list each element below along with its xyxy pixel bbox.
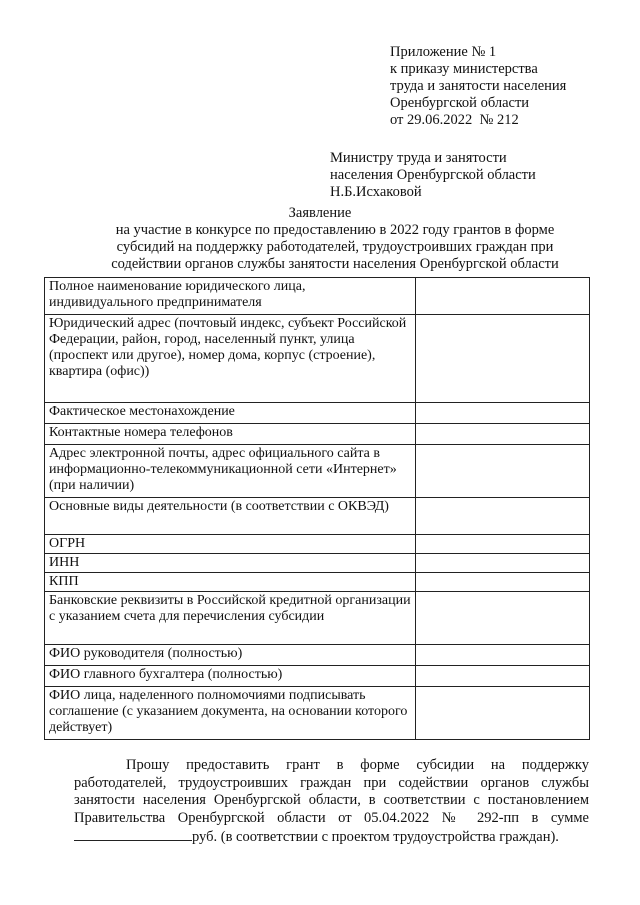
field-label: Адрес электронной почты, адрес официального сайта в информационно-телекоммуникационной сети «Интернет» (при наличии) xyxy=(45,445,416,498)
request-text: Прошу предоставить грант в форме субсидии на поддержку работодателей, трудоустроивших граждан при содействии органов службы занятости населения Оренбургской области, в соответствии с постановлением Правительства Оренбургской области от 05.04.2022 № 292-пп в сумме xyxy=(74,757,589,826)
subtitle-line: субсидий на поддержку работодателей, трудоустроивших граждан при xyxy=(116,239,554,255)
table-row xyxy=(45,403,590,424)
field-label: Полное наименование юридического лица, индивидуального предпринимателя xyxy=(45,278,416,315)
table-row xyxy=(45,498,590,535)
annex-line: Приложение № 1 xyxy=(390,44,497,60)
field-label: Юридический адрес (почтовый индекс, субъект Российской Федерации, район, город, населенный пункт, улица (проспект или другое), номер дома, корпус (строение), квартира (офис)) xyxy=(45,315,416,403)
field-value[interactable] xyxy=(416,535,590,554)
field-value[interactable] xyxy=(416,592,590,645)
annex-line: Оренбургской области xyxy=(390,95,530,111)
field-label: ОГРН xyxy=(45,535,416,554)
field-label: ФИО руководителя (полностью) xyxy=(45,645,416,666)
field-value[interactable] xyxy=(416,554,590,573)
table-row xyxy=(45,687,590,740)
field-label: Контактные номера телефонов xyxy=(45,424,416,445)
table-row xyxy=(45,592,590,645)
table-row xyxy=(45,573,590,592)
table-row xyxy=(45,666,590,687)
application-form-table xyxy=(44,277,590,740)
field-value[interactable] xyxy=(416,573,590,592)
table-row xyxy=(45,445,590,498)
addressee-line: населения Оренбургской области xyxy=(330,167,536,183)
field-value[interactable] xyxy=(416,278,590,315)
field-value[interactable] xyxy=(416,498,590,535)
request-tail: руб. (в соответствии с проектом трудоустройства граждан). xyxy=(192,829,559,845)
annex-header xyxy=(390,44,566,129)
amount-blank-field[interactable] xyxy=(74,827,192,841)
field-value[interactable] xyxy=(416,315,590,403)
field-value[interactable] xyxy=(416,403,590,424)
annex-line: к приказу министерства xyxy=(390,61,538,77)
field-value[interactable] xyxy=(416,687,590,740)
field-value[interactable] xyxy=(416,666,590,687)
subtitle-line: содействии органов службы занятости населения Оренбургской области xyxy=(111,256,559,272)
field-label: ФИО лица, наделенного полномочиями подписывать соглашение (с указанием документа, на основании которого действует) xyxy=(45,687,416,740)
table-row xyxy=(45,315,590,403)
field-value[interactable] xyxy=(416,445,590,498)
addressee-line: Министру труда и занятости xyxy=(330,150,507,166)
request-paragraph xyxy=(74,757,589,847)
field-label: Основные виды деятельности (в соответствии с ОКВЭД) xyxy=(45,498,416,535)
field-value[interactable] xyxy=(416,424,590,445)
field-label: Фактическое местонахождение xyxy=(45,403,416,424)
field-value[interactable] xyxy=(416,645,590,666)
table-row xyxy=(45,535,590,554)
field-label: ФИО главного бухгалтера (полностью) xyxy=(45,666,416,687)
addressee-line: Н.Б.Исхаковой xyxy=(330,184,422,200)
annex-line: от 29.06.2022 № 212 xyxy=(390,112,519,128)
addressee xyxy=(330,150,536,201)
field-label: КПП xyxy=(45,573,416,592)
document-subtitle xyxy=(60,222,610,273)
table-row xyxy=(45,278,590,315)
document-title: Заявление xyxy=(288,205,352,221)
table-row xyxy=(45,424,590,445)
annex-line: труда и занятости населения xyxy=(390,78,567,94)
table-row xyxy=(45,645,590,666)
field-label: Банковские реквизиты в Российской кредитной организации с указанием счета для перечисления субсидии xyxy=(45,592,416,645)
subtitle-line: на участие в конкурсе по предоставлению в 2022 году грантов в форме xyxy=(115,222,555,238)
table-row xyxy=(45,554,590,573)
field-label: ИНН xyxy=(45,554,416,573)
